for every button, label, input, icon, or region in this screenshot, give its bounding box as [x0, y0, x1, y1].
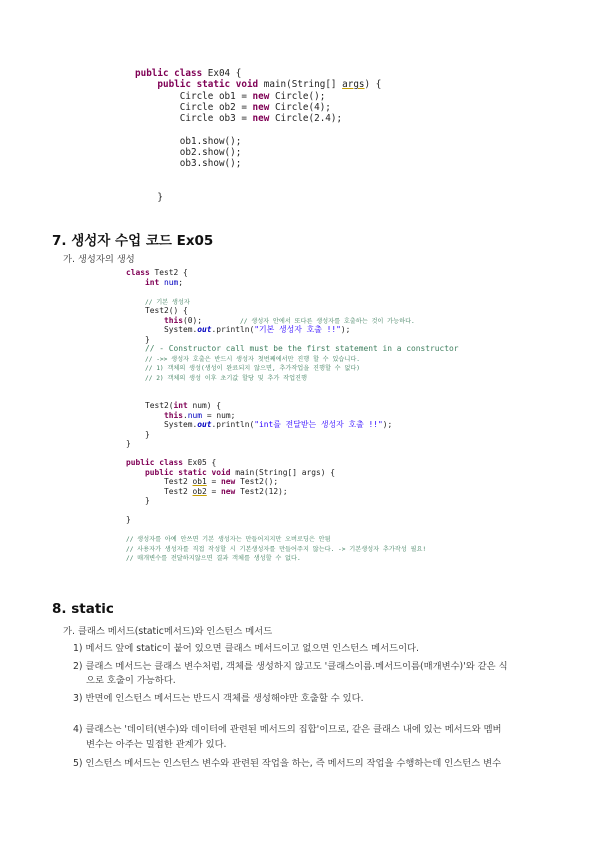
list-item: 2) 클래스 메서드는 클래스 변수처럼, 객체를 생성하지 않고도 '클래스이름.메서드이름(매개변수)'와 같은 식	[73, 661, 508, 672]
code-line	[126, 325, 459, 335]
code-token: ;	[178, 277, 184, 287]
list-item: 5) 인스턴스 메서드는 인스턴스 변수와 관련된 작업을 하는, 즉 메서드의 작업을 수행하는데 인스턴스 변수	[73, 758, 502, 769]
code-token: Test2 {	[154, 268, 188, 277]
list-item: 3) 반면에 인스턴스 메서드는 반드시 객체를 생성해야만 호출할 수 있다.	[73, 693, 364, 704]
code-line	[135, 113, 381, 124]
code-token: // 1) 객체의 생성(생성이 완료되지 않으면, 추가작업을 진행할 수 없다)	[145, 365, 361, 372]
code-line	[126, 515, 459, 525]
code-token	[126, 316, 164, 325]
code-line	[126, 506, 459, 516]
code-line	[135, 124, 381, 135]
code-token: "기본 생성자 호출 !!"	[254, 325, 341, 334]
code-token: ob2	[192, 486, 207, 496]
code-token: num	[164, 277, 179, 287]
code-token: ob1.show();	[135, 135, 242, 147]
code-token: "int를 전달받는 생성자 호출 !!"	[254, 420, 383, 429]
code-token: );	[382, 420, 393, 429]
code-token: ) {	[364, 79, 382, 91]
code-token: System.	[126, 325, 198, 334]
code-line	[135, 91, 381, 102]
code-token	[126, 297, 145, 306]
code-token: this	[164, 410, 184, 420]
code-token: class	[126, 268, 155, 277]
code-token: Circle();	[274, 90, 326, 102]
code-token: Circle ob2 =	[135, 101, 253, 113]
code-token: int	[173, 401, 193, 410]
code-token: = num;	[202, 410, 236, 420]
code-line	[126, 316, 459, 326]
code-line	[126, 278, 459, 288]
code-token: =	[206, 486, 222, 496]
code-token: Test2(12);	[240, 486, 288, 496]
code-token: num	[187, 410, 203, 420]
code-line	[135, 192, 381, 203]
code-token: );	[340, 325, 351, 334]
code-token: new	[252, 101, 275, 113]
code-line	[126, 439, 459, 449]
code-token: =	[206, 477, 222, 486]
code-token: int	[145, 277, 165, 287]
code-line	[126, 363, 459, 373]
code-token: new	[252, 90, 275, 102]
code-token: }	[126, 334, 150, 344]
code-line	[126, 392, 459, 402]
code-line	[126, 553, 459, 563]
code-token: ob3.show();	[135, 158, 242, 170]
code-token	[126, 278, 145, 287]
code-line	[135, 147, 381, 158]
code-token: Test2	[126, 486, 193, 496]
code-token	[126, 363, 145, 372]
code-token: Test2();	[240, 477, 279, 486]
code-line	[126, 306, 459, 316]
code-line	[126, 468, 459, 478]
code-token: // 2) 객체의 생성 이후 초기값 할당 및 추가 작업진행	[145, 374, 308, 382]
code-token: Circle ob1 =	[135, 90, 253, 102]
code-line	[126, 525, 459, 535]
code-block-ex05	[126, 268, 459, 563]
code-line	[126, 373, 459, 383]
code-token: }	[126, 496, 150, 505]
code-line	[135, 68, 381, 79]
code-line	[126, 411, 459, 421]
section-8-heading: 8. static	[52, 601, 114, 617]
section-7-heading: 7. 생성자 수업 코드 Ex05	[52, 233, 214, 249]
code-token: .println(	[211, 325, 255, 334]
code-token: }	[126, 515, 131, 524]
code-token	[126, 373, 145, 382]
code-line	[126, 430, 459, 440]
code-block-ex04	[135, 68, 381, 204]
code-line	[126, 401, 459, 411]
code-line	[126, 268, 459, 278]
code-line	[126, 449, 459, 459]
code-token: Ex04 {	[207, 68, 242, 79]
code-token: public class	[135, 68, 208, 79]
code-token: main(String[] args) {	[235, 467, 336, 477]
code-token: public static void	[157, 79, 264, 91]
code-token: }	[126, 439, 131, 448]
code-line	[135, 181, 381, 192]
code-token	[126, 344, 145, 353]
code-token: ob2.show();	[135, 147, 242, 159]
code-token: // 기본 생성자	[145, 298, 190, 306]
code-token: Circle(4);	[274, 101, 331, 113]
code-line	[135, 170, 381, 181]
code-token: .	[183, 410, 188, 420]
code-line	[126, 544, 459, 554]
code-token	[135, 79, 157, 90]
list-item-continuation: 변수는 아주는 밀접한 관계가 있다.	[86, 739, 227, 750]
list-item: 4) 클래스는 '데이터(변수)와 데이터에 관련된 메서드의 집합'이므로, 같은 클래스 내에 있는 메서드와 멤버	[73, 724, 502, 735]
code-token: args	[342, 79, 365, 91]
code-line	[126, 354, 459, 364]
code-line	[135, 79, 381, 90]
code-token: public class	[126, 458, 188, 467]
code-token: public static void	[145, 467, 236, 477]
code-line	[126, 297, 459, 307]
code-line	[126, 287, 459, 297]
code-line	[126, 382, 459, 392]
code-token: Test2() {	[126, 306, 188, 315]
code-token: out	[197, 420, 212, 429]
code-line	[126, 534, 459, 544]
code-line	[135, 102, 381, 113]
code-line	[135, 158, 381, 169]
code-line	[126, 458, 459, 468]
code-token: }	[135, 192, 163, 204]
code-line	[126, 335, 459, 345]
code-token: Test2	[126, 477, 193, 486]
section-7-subheading: 가. 생성자의 생성	[63, 254, 135, 265]
code-token: Circle(2.4);	[274, 113, 343, 125]
code-token: new	[252, 113, 275, 125]
code-token: this	[164, 315, 184, 325]
code-line	[126, 496, 459, 506]
code-token: Ex05 {	[187, 458, 217, 467]
code-token: new	[221, 486, 241, 496]
code-token: out	[197, 325, 212, 334]
code-token	[126, 411, 164, 420]
code-token: Circle ob3 =	[135, 113, 253, 125]
code-token: }	[126, 429, 150, 439]
code-line	[126, 420, 459, 430]
code-line	[135, 136, 381, 147]
code-token: // 생성자 안에서 또다른 생성자를 호출하는 것이 가능하다.	[240, 317, 415, 325]
code-token	[126, 354, 145, 363]
code-token: // 매개변수를 전달하지않으면 결과 객체를 생성할 수 없다.	[126, 555, 301, 562]
code-token: main(String[]	[263, 79, 343, 91]
code-line	[126, 344, 459, 354]
code-line	[126, 477, 459, 487]
code-token: Test2(	[126, 401, 174, 410]
code-token: // 생성자를 아예 안쓰면 기본 생성자는 만들어지지만 오버로딩은 안됨	[126, 536, 331, 543]
code-token: new	[221, 477, 241, 486]
code-token: System.	[126, 420, 198, 429]
code-token: // ->> 생성자 호출은 반드시 생성자 첫번째에서만 진행 할 수 있습니다.	[145, 355, 361, 363]
list-item-continuation: 으로 호출이 가능하다.	[86, 675, 176, 686]
code-token: num) {	[192, 401, 222, 410]
code-token: (0);	[183, 315, 241, 325]
code-token	[126, 468, 145, 477]
code-token: // - Constructor call must be the first statement in a constructor	[145, 344, 459, 353]
code-token: // 사용자가 생성자를 직접 작성할 시 기본생성자를 만들어주지 않는다. -> 기본생성자 추가작성 필요!	[126, 545, 427, 553]
code-token: .println(	[211, 420, 255, 429]
section-8-subheading: 가. 클래스 메서드(static메서드)와 인스턴스 메서드	[63, 626, 273, 637]
code-token: ob1	[192, 477, 207, 486]
code-line	[126, 487, 459, 497]
list-item: 1) 메서드 앞에 static이 붙어 있으면 클래스 메서드이고 없으면 인스턴스 메서드이다.	[73, 643, 419, 654]
